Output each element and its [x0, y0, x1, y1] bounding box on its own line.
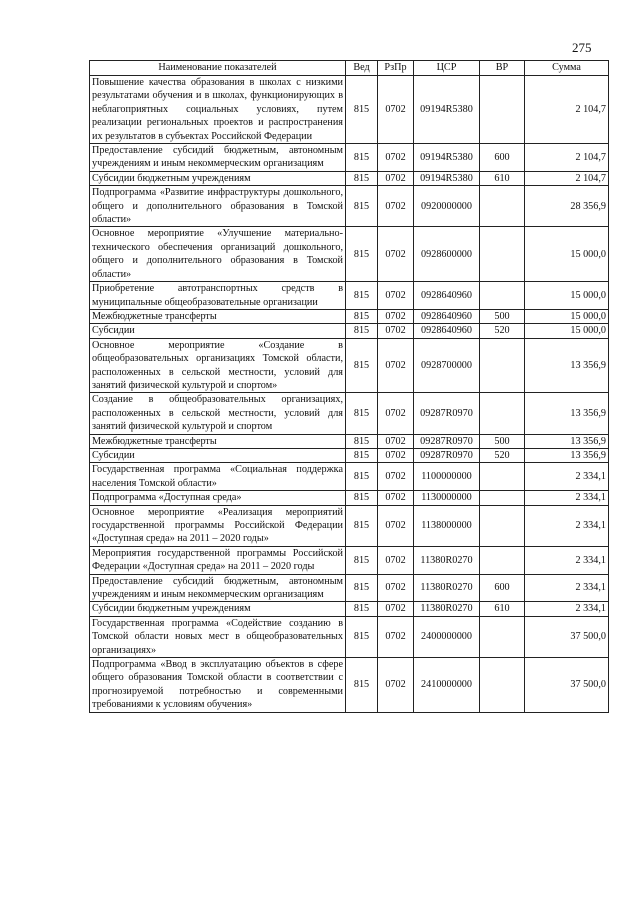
cell-name: Мероприятия государственной программы Российской Федерации «Доступная среда» на 2011 – 2020 годы — [90, 546, 346, 574]
cell-csr: 11380R0270 — [414, 546, 480, 574]
cell-csr: 0920000000 — [414, 186, 480, 227]
cell-name: Подпрограмма «Развитие инфраструктуры дошкольного, общего и дополнительного образования в Томской области» — [90, 186, 346, 227]
cell-ved: 815 — [346, 324, 378, 338]
table-row — [90, 171, 609, 185]
cell-name: Государственная программа «Содействие созданию в Томской области новых мест в общеобразовательных организациях» — [90, 616, 346, 657]
cell-sum: 2 334,1 — [525, 491, 609, 505]
header-rzpr: РзПр — [378, 61, 414, 76]
cell-vr — [480, 227, 525, 282]
header-name: Наименование показателей — [90, 61, 346, 76]
cell-csr: 0928700000 — [414, 338, 480, 393]
cell-vr: 520 — [480, 324, 525, 338]
table-row — [90, 324, 609, 338]
cell-rzpr: 0702 — [378, 448, 414, 462]
table-row — [90, 574, 609, 602]
cell-ved: 815 — [346, 76, 378, 144]
cell-ved: 815 — [346, 144, 378, 172]
cell-sum: 13 356,9 — [525, 448, 609, 462]
cell-vr — [480, 338, 525, 393]
cell-rzpr: 0702 — [378, 616, 414, 657]
cell-csr: 09287R0970 — [414, 448, 480, 462]
cell-vr: 610 — [480, 602, 525, 616]
cell-vr: 600 — [480, 144, 525, 172]
table-row — [90, 186, 609, 227]
cell-vr — [480, 393, 525, 434]
cell-ved: 815 — [346, 616, 378, 657]
cell-name: Субсидии бюджетным учреждениям — [90, 602, 346, 616]
cell-rzpr: 0702 — [378, 282, 414, 310]
cell-csr: 1100000000 — [414, 463, 480, 491]
table-row — [90, 616, 609, 657]
cell-name: Основное мероприятие «Улучшение материально-технического обеспечения организаций дошкольного, общего и дополнительного образования в Томской области» — [90, 227, 346, 282]
table-row — [90, 76, 609, 144]
cell-sum: 2 104,7 — [525, 144, 609, 172]
cell-name: Подпрограмма «Ввод в эксплуатацию объектов в сфере общего образования Томской области в соответствии с прогнозируемой потребностью и современными требованиями к условиям обучения» — [90, 658, 346, 713]
header-vr: ВР — [480, 61, 525, 76]
table-row — [90, 282, 609, 310]
table-row — [90, 338, 609, 393]
cell-csr: 0928640960 — [414, 282, 480, 310]
cell-csr: 11380R0270 — [414, 574, 480, 602]
cell-ved: 815 — [346, 309, 378, 323]
cell-sum: 13 356,9 — [525, 338, 609, 393]
cell-ved: 815 — [346, 338, 378, 393]
header-csr: ЦСР — [414, 61, 480, 76]
cell-sum: 2 334,1 — [525, 505, 609, 546]
cell-rzpr: 0702 — [378, 338, 414, 393]
cell-ved: 815 — [346, 434, 378, 448]
cell-vr: 600 — [480, 574, 525, 602]
cell-rzpr: 0702 — [378, 546, 414, 574]
cell-ved: 815 — [346, 448, 378, 462]
cell-name: Межбюджетные трансферты — [90, 434, 346, 448]
cell-rzpr: 0702 — [378, 434, 414, 448]
cell-rzpr: 0702 — [378, 309, 414, 323]
cell-name: Основное мероприятие «Реализация мероприятий государственной программы Российской Федерации «Доступная среда» на 2011 – 2020 годы» — [90, 505, 346, 546]
table-row — [90, 505, 609, 546]
cell-csr: 2400000000 — [414, 616, 480, 657]
cell-csr: 1130000000 — [414, 491, 480, 505]
cell-csr: 0928600000 — [414, 227, 480, 282]
cell-sum: 2 104,7 — [525, 171, 609, 185]
cell-name: Предоставление субсидий бюджетным, автономным учреждениям и иным некоммерческим организациям — [90, 574, 346, 602]
cell-sum: 13 356,9 — [525, 393, 609, 434]
cell-rzpr: 0702 — [378, 76, 414, 144]
table-body — [90, 76, 609, 713]
cell-sum: 15 000,0 — [525, 324, 609, 338]
cell-ved: 815 — [346, 602, 378, 616]
cell-sum: 2 334,1 — [525, 546, 609, 574]
cell-vr — [480, 76, 525, 144]
cell-ved: 815 — [346, 546, 378, 574]
cell-rzpr: 0702 — [378, 463, 414, 491]
cell-name: Межбюджетные трансферты — [90, 309, 346, 323]
cell-rzpr: 0702 — [378, 144, 414, 172]
cell-csr: 0928640960 — [414, 324, 480, 338]
cell-csr: 09194R5380 — [414, 171, 480, 185]
cell-ved: 815 — [346, 491, 378, 505]
cell-sum: 37 500,0 — [525, 658, 609, 713]
cell-vr: 500 — [480, 309, 525, 323]
cell-sum: 28 356,9 — [525, 186, 609, 227]
cell-vr: 520 — [480, 448, 525, 462]
cell-csr: 09194R5380 — [414, 76, 480, 144]
cell-ved: 815 — [346, 658, 378, 713]
table-row — [90, 393, 609, 434]
cell-rzpr: 0702 — [378, 227, 414, 282]
cell-rzpr: 0702 — [378, 186, 414, 227]
cell-sum: 2 104,7 — [525, 76, 609, 144]
cell-rzpr: 0702 — [378, 324, 414, 338]
cell-name: Субсидии — [90, 324, 346, 338]
cell-rzpr: 0702 — [378, 505, 414, 546]
cell-vr: 610 — [480, 171, 525, 185]
cell-name: Создание в общеобразовательных организациях, расположенных в сельской местности, условий для занятий физической культурой и спортом — [90, 393, 346, 434]
cell-vr — [480, 616, 525, 657]
cell-sum: 15 000,0 — [525, 227, 609, 282]
cell-vr — [480, 491, 525, 505]
cell-name: Субсидии бюджетным учреждениям — [90, 171, 346, 185]
cell-rzpr: 0702 — [378, 658, 414, 713]
table-row — [90, 658, 609, 713]
cell-vr — [480, 186, 525, 227]
cell-sum: 15 000,0 — [525, 309, 609, 323]
cell-name: Повышение качества образования в школах с низкими результатами обучения и в школах, функционирующих в неблагоприятных социальных условиях, путем реализации региональных проектов и распространения их результатов в субъектах Российской Федерации — [90, 76, 346, 144]
table-row — [90, 491, 609, 505]
cell-vr — [480, 546, 525, 574]
table-row — [90, 448, 609, 462]
cell-name: Основное мероприятие «Создание в общеобразовательных организациях Томской области, расположенных в сельской местности, условий для занятий физической культурой и спортом» — [90, 338, 346, 393]
cell-ved: 815 — [346, 505, 378, 546]
cell-name: Подпрограмма «Доступная среда» — [90, 491, 346, 505]
header-sum: Сумма — [525, 61, 609, 76]
table-header-row — [90, 61, 609, 76]
header-ved: Вед — [346, 61, 378, 76]
cell-ved: 815 — [346, 282, 378, 310]
table-row — [90, 309, 609, 323]
cell-name: Государственная программа «Социальная поддержка населения Томской области» — [90, 463, 346, 491]
cell-ved: 815 — [346, 186, 378, 227]
cell-csr: 11380R0270 — [414, 602, 480, 616]
cell-vr — [480, 463, 525, 491]
cell-vr — [480, 282, 525, 310]
cell-ved: 815 — [346, 574, 378, 602]
table-row — [90, 463, 609, 491]
cell-rzpr: 0702 — [378, 491, 414, 505]
cell-name: Приобретение автотранспортных средств в муниципальные общеобразовательные организации — [90, 282, 346, 310]
cell-sum: 15 000,0 — [525, 282, 609, 310]
cell-name: Предоставление субсидий бюджетным, автономным учреждениям и иным некоммерческим организациям — [90, 144, 346, 172]
cell-rzpr: 0702 — [378, 171, 414, 185]
cell-csr: 1138000000 — [414, 505, 480, 546]
cell-ved: 815 — [346, 227, 378, 282]
cell-sum: 2 334,1 — [525, 602, 609, 616]
cell-vr — [480, 658, 525, 713]
cell-sum: 13 356,9 — [525, 434, 609, 448]
table-row — [90, 144, 609, 172]
table-row — [90, 546, 609, 574]
budget-table — [89, 60, 609, 713]
cell-name: Субсидии — [90, 448, 346, 462]
cell-csr: 09287R0970 — [414, 434, 480, 448]
cell-csr: 0928640960 — [414, 309, 480, 323]
cell-sum: 37 500,0 — [525, 616, 609, 657]
cell-ved: 815 — [346, 463, 378, 491]
cell-vr — [480, 505, 525, 546]
table-row — [90, 434, 609, 448]
cell-rzpr: 0702 — [378, 574, 414, 602]
cell-csr: 09194R5380 — [414, 144, 480, 172]
cell-csr: 2410000000 — [414, 658, 480, 713]
cell-rzpr: 0702 — [378, 602, 414, 616]
cell-ved: 815 — [346, 393, 378, 434]
table-row — [90, 227, 609, 282]
page-number: 275 — [572, 40, 592, 55]
cell-ved: 815 — [346, 171, 378, 185]
table-row — [90, 602, 609, 616]
cell-sum: 2 334,1 — [525, 574, 609, 602]
cell-vr: 500 — [480, 434, 525, 448]
cell-rzpr: 0702 — [378, 393, 414, 434]
cell-sum: 2 334,1 — [525, 463, 609, 491]
cell-csr: 09287R0970 — [414, 393, 480, 434]
